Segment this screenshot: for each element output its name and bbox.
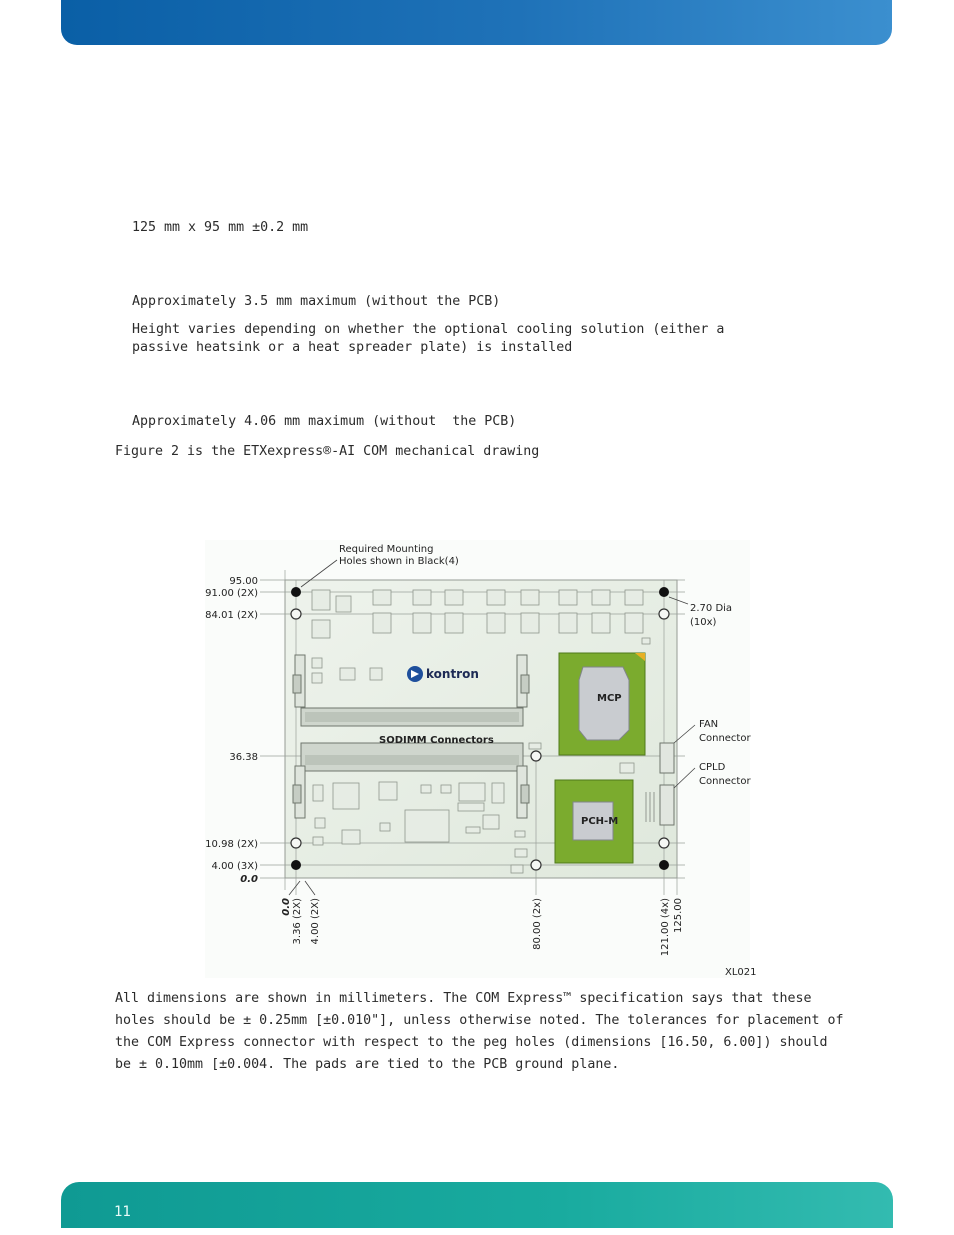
- board-size: 125 mm x 95 mm ±0.2 mm: [132, 220, 309, 235]
- ydim-36: 36.38: [229, 752, 258, 763]
- fan-label-line-1: FAN: [699, 719, 719, 730]
- cpld-label-line-2: Connector: [699, 776, 751, 787]
- dia-callout-line-1: 2.70 Dia: [690, 603, 733, 614]
- mcp-label: MCP: [597, 693, 622, 704]
- footer-bar: [61, 1182, 893, 1228]
- logo-text: kontron: [426, 667, 479, 681]
- sodimm-label: SODIMM Connectors: [379, 735, 494, 746]
- ydim-95: 95.00: [229, 576, 258, 587]
- dimension-notes: All dimensions are shown in millimeters. The COM Express™ specification says that these holes should be ± 0.25mm [±0.010"], unless otherwise noted. The tolerances for placement of the COM Express connector with respect to the peg holes (dimensions [16.50, 6.00]) should be ± 0.10mm [±0.004. The pads are tied to the PCB ground plane.: [115, 991, 844, 1072]
- xdim-121: 121.00 (4x): [660, 898, 671, 957]
- xdim-3-36: 3.36 (2X): [292, 898, 303, 945]
- xdim-80: 80.00 (2x): [532, 898, 543, 950]
- xdim-125: 125.00: [673, 898, 684, 933]
- xdim-4: 4.00 (2X): [310, 898, 321, 945]
- fan-label-line-2: Connector: [699, 733, 751, 744]
- ydim-91: 91.00 (2X): [205, 588, 258, 599]
- mcp-chip: [559, 653, 645, 755]
- ydim-0: 0.0: [240, 874, 258, 885]
- figure-intro: Figure 2 is the ETXexpress®-AI COM mechanical drawing: [115, 444, 540, 459]
- height-spec-a: Approximately 3.5 mm maximum (without the PCB): [132, 294, 501, 309]
- xdim-0: 0.0: [281, 898, 292, 916]
- ydim-10: 10.98 (2X): [205, 839, 258, 850]
- ydim-4: 4.00 (3X): [211, 861, 258, 872]
- cpld-label-line-1: CPLD: [699, 762, 726, 773]
- drawing-ref: XL021: [725, 967, 757, 978]
- mounting-callout-line-1: Required Mounting: [339, 544, 434, 555]
- kontron-logo: [407, 666, 479, 682]
- mechanical-drawing: [205, 540, 757, 978]
- pchm-label: PCH-M: [581, 816, 619, 827]
- mounting-callout-line-2: Holes shown in Black(4): [339, 556, 459, 567]
- height-spec-b: Approximately 4.06 mm maximum (without the PCB): [132, 414, 517, 429]
- height-note-line-2: passive heatsink or a heat spreader plate) is installed: [132, 340, 573, 355]
- page-number: 11: [114, 1204, 131, 1220]
- header-bar: [61, 0, 892, 45]
- height-note-line-1: Height varies depending on whether the optional cooling solution (either a: [132, 322, 725, 337]
- dia-callout-line-2: (10x): [690, 617, 717, 628]
- ydim-84: 84.01 (2X): [205, 610, 258, 621]
